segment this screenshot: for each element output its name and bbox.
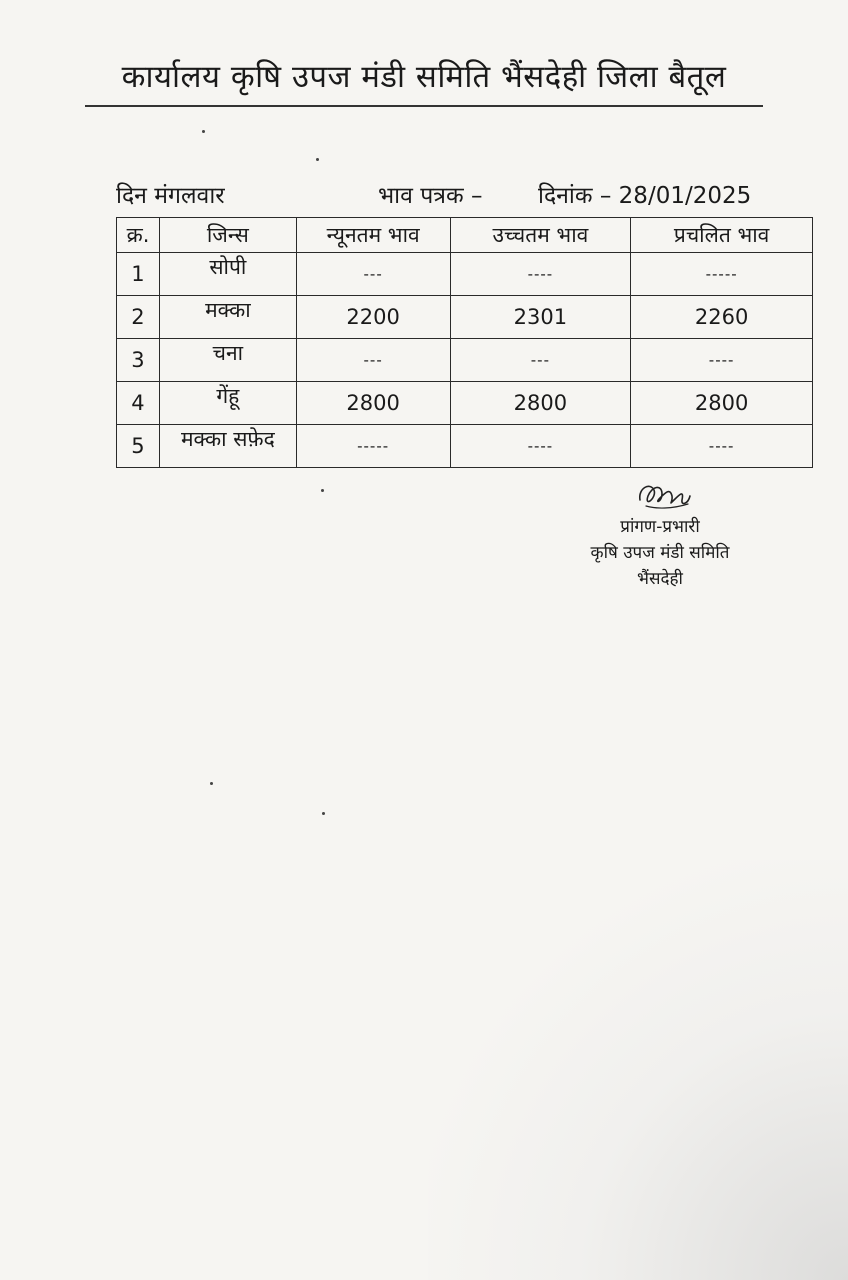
header-max-price: उच्चतम भाव: [450, 218, 631, 253]
cell-max-price: 2301: [450, 296, 631, 339]
table-row: [117, 339, 813, 382]
signature-block: [560, 478, 760, 592]
speck: [316, 158, 319, 161]
price-table: [116, 217, 813, 468]
handwritten-signature: [632, 478, 696, 514]
cell-commodity: सोपी: [159, 253, 296, 296]
signatory-office: कृषि उपज मंडी समिति: [590, 543, 730, 563]
speck: [321, 489, 324, 492]
cell-sn: 5: [117, 425, 160, 468]
cell-modal-price: -----: [631, 253, 813, 296]
cell-modal-price: ----: [631, 425, 813, 468]
cell-max-price: 2800: [450, 382, 631, 425]
cell-sn: 3: [117, 339, 160, 382]
table-row: [117, 382, 813, 425]
cell-min-price: 2800: [296, 382, 450, 425]
cell-max-price: ----: [450, 425, 631, 468]
cell-min-price: ---: [296, 253, 450, 296]
cell-min-price: ---: [296, 339, 450, 382]
cell-sn: 4: [117, 382, 160, 425]
cell-modal-price: 2260: [631, 296, 813, 339]
price-sheet-label: भाव पत्रक –: [378, 183, 483, 209]
cell-commodity: मक्का: [159, 296, 296, 339]
header-commodity: जिन्स: [159, 218, 296, 253]
signatory-designation: प्रांगण-प्रभारी: [620, 517, 700, 537]
speck: [210, 782, 213, 785]
speck: [202, 130, 205, 133]
table-row: [117, 296, 813, 339]
cell-modal-price: ----: [631, 339, 813, 382]
office-title: कार्यालय कृषि उपज मंडी समिति भैंसदेही जिला बैतूल: [121, 59, 727, 95]
cell-max-price: ---: [450, 339, 631, 382]
cell-commodity: गेंहू: [159, 382, 296, 425]
cell-min-price: -----: [296, 425, 450, 468]
cell-commodity: मक्का सफ़ेद: [159, 425, 296, 468]
header-min-price: न्यूनतम भाव: [296, 218, 450, 253]
table-row: [117, 425, 813, 468]
title-underline: [85, 105, 763, 107]
cell-commodity: चना: [159, 339, 296, 382]
day-label: दिन मंगलवार: [116, 183, 225, 209]
cell-sn: 2: [117, 296, 160, 339]
table-header-row: [117, 218, 813, 253]
paper-shadow: [428, 860, 848, 1280]
cell-modal-price: 2800: [631, 382, 813, 425]
date-label: दिनांक – 28/01/2025: [538, 183, 752, 209]
signatory-place: भैंसदेही: [637, 569, 683, 589]
header-sn: क्र.: [117, 218, 160, 253]
cell-sn: 1: [117, 253, 160, 296]
header-modal-price: प्रचलित भाव: [631, 218, 813, 253]
cell-max-price: ----: [450, 253, 631, 296]
table-row: [117, 253, 813, 296]
speck: [322, 812, 325, 815]
cell-min-price: 2200: [296, 296, 450, 339]
